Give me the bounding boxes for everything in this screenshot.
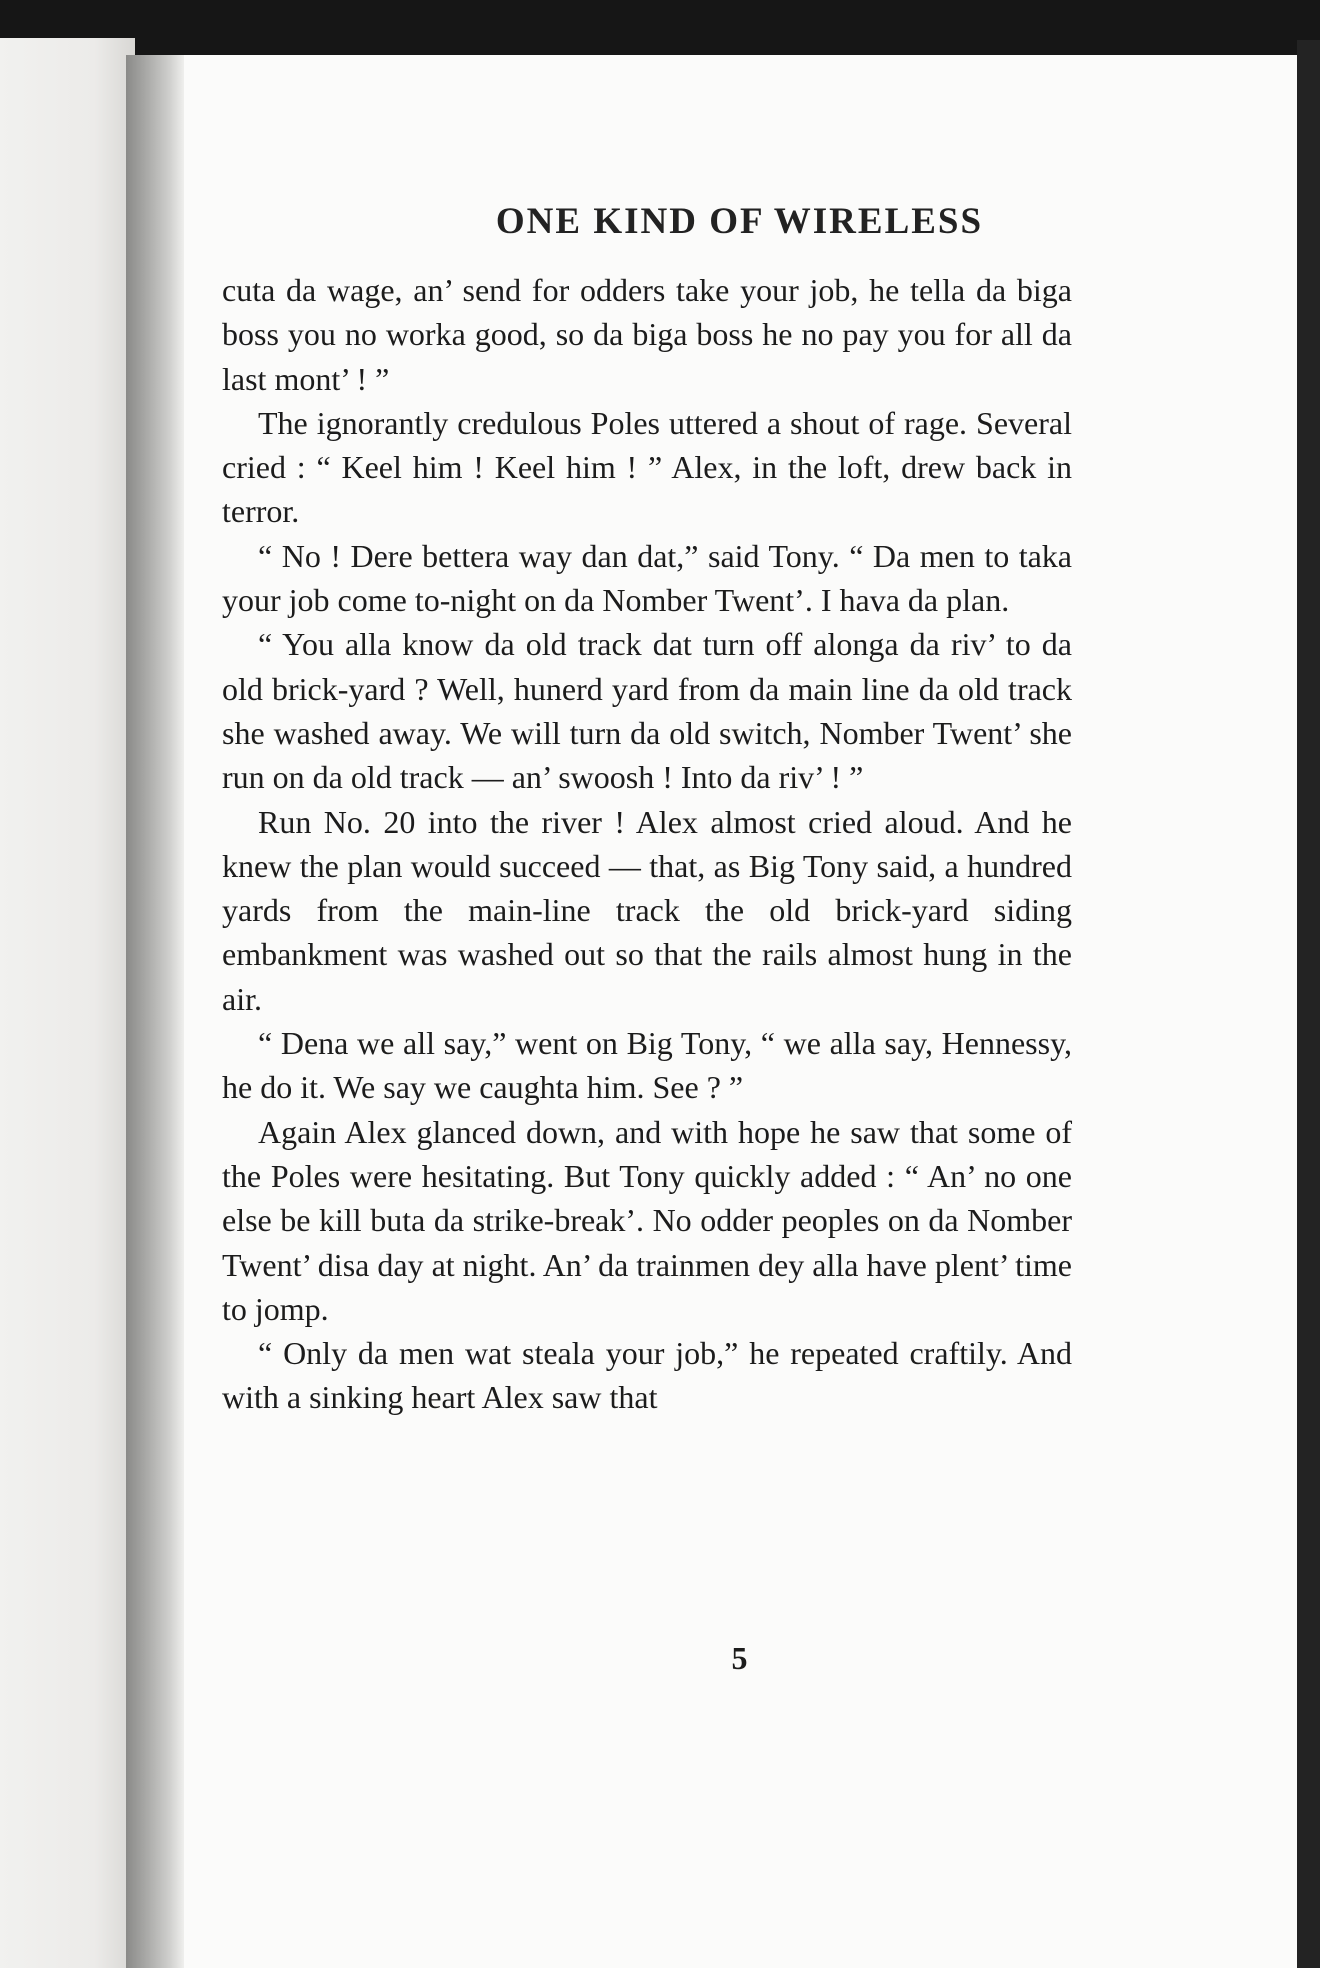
page-number: 5	[731, 1640, 748, 1676]
scan-border	[1297, 40, 1320, 1968]
paragraph: “ You alla know da old track dat turn off alonga da riv’ to da old brick-yard ? Well, hunerd yard from da main line da old track she washed away. We will turn da old switch, Nomber Twent’ she run on da old track — an’ swoosh ! Into da riv’ ! ”	[222, 626, 1072, 796]
running-head: ONE KIND OF WIRELESS	[495, 201, 984, 242]
facing-page-edge	[0, 38, 135, 1968]
paragraph: cuta da wage, an’ send for odders take your job, he tella da biga boss you no worka good, so da biga boss he no pay you for all da last mont’ ! ”	[222, 272, 1072, 397]
paragraph: Run No. 20 into the river ! Alex almost cried aloud. And he knew the plan would succeed — that, as Big Tony said, a hundred yards from the main-line track the old brick-yard siding embankment was washed out so that the rails almost hung in the air.	[222, 803, 1072, 1017]
paragraph: Again Alex glanced down, and with hope he saw that some of the Poles were hesitating. But Tony quickly added : “ An’ no one else be kill buta da strike-break’. No odder peoples on da Nomber Twent’ disa day at night. An’ da trainmen dey alla have plent’ time to jomp.	[222, 1113, 1072, 1327]
page-body	[222, 268, 1072, 1420]
page-gutter-shadow	[126, 55, 184, 1968]
paragraph: The ignorantly credulous Poles uttered a shout of rage. Several cried : “ Keel him ! Keel him ! ” Alex, in the loft, drew back in terror.	[222, 404, 1072, 530]
paragraph: “ Dena we all say,” went on Big Tony, “ we alla say, Hennessy, he do it. We say we caughta him. See ? ”	[222, 1025, 1072, 1106]
scan-backdrop	[0, 0, 1320, 60]
paragraph: “ No ! Dere bettera way dan dat,” said Tony. “ Da men to taka your job come to-night on da Nomber Twent’. I hava da plan.	[222, 537, 1072, 619]
paragraph: “ Only da men wat steala your job,” he repeated craftily. And with a sinking heart Alex saw that	[222, 1335, 1072, 1416]
